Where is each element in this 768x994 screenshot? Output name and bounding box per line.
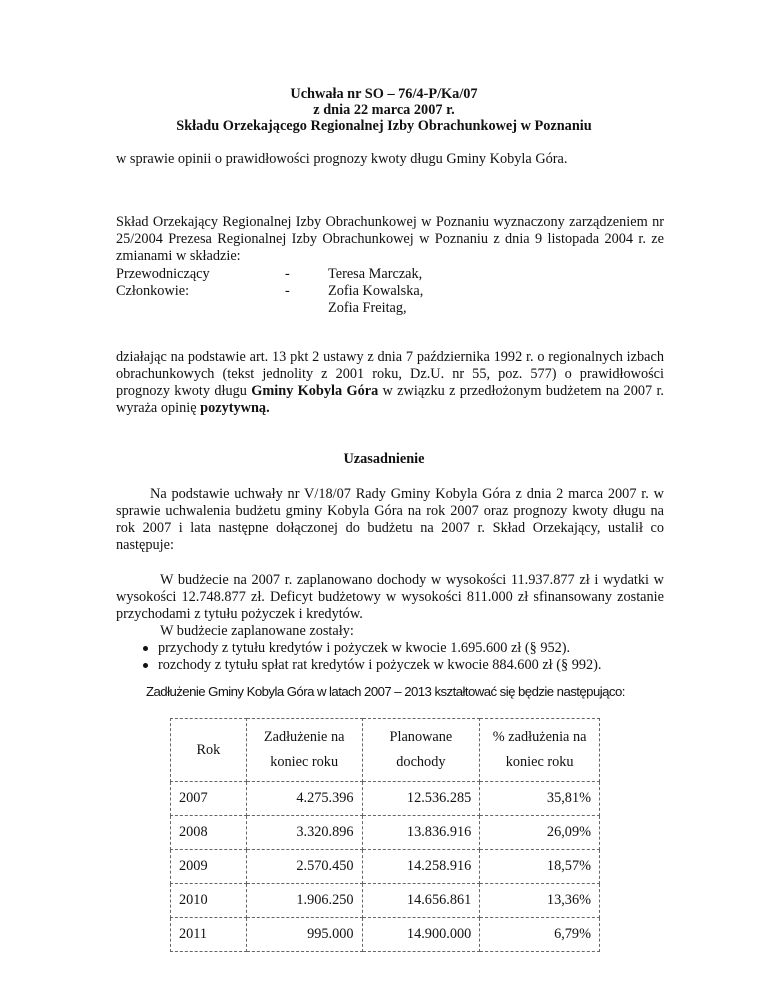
justification-heading: Uzasadnienie <box>343 451 425 467</box>
chair-label: Przewodniczący <box>116 266 210 282</box>
intro-paragraph: Skład Orzekający Regionalnej Izby Obrachunkowej w Poznaniu wyznaczony zarządzeniem nr 25/2004 Prezesa Regionalnej Izby Obrachunkowej w Poznaniu z dnia 9 listopada 2004 r. ze zmianami w składzie: <box>116 214 664 264</box>
income-cell: 12.536.285 <box>362 782 480 816</box>
debt-cell: 2.570.450 <box>246 850 362 884</box>
table-caption: Zadłużenie Gminy Kobyla Góra w latach 2007 – 2013 kształtować się będzie następująco: <box>146 684 625 699</box>
year-cell: 2008 <box>171 816 247 850</box>
header-debt: Zadłużenie na koniec roku <box>246 719 362 782</box>
municipality-name: Gminy Kobyla Góra <box>251 383 379 399</box>
header-percent: % zadłużenia na koniec roku <box>480 719 600 782</box>
income-cell: 14.900.000 <box>362 918 480 952</box>
table-row <box>171 782 600 816</box>
table-row <box>171 884 600 918</box>
debt-cell: 3.320.896 <box>246 816 362 850</box>
income-cell: 13.836.916 <box>362 816 480 850</box>
debt-cell: 995.000 <box>246 918 362 952</box>
members-dash: - <box>285 283 290 299</box>
resolution-date: z dnia 22 marca 2007 r. <box>313 102 455 118</box>
income-cell: 14.656.861 <box>362 884 480 918</box>
header-income: Planowane dochody <box>362 719 480 782</box>
percent-cell: 26,09% <box>480 816 600 850</box>
planned-items-intro: W budżecie zaplanowane zostały: <box>160 623 354 639</box>
member-name: Zofia Freitag, <box>328 300 407 316</box>
debt-table <box>170 718 600 952</box>
debt-cell: 1.906.250 <box>246 884 362 918</box>
percent-cell: 18,57% <box>480 850 600 884</box>
subject-line: w sprawie opinii o prawidłowości prognozy kwoty długu Gminy Kobyla Góra. <box>116 151 568 167</box>
income-cell: 14.258.916 <box>362 850 480 884</box>
justification-paragraph: Na podstawie uchwały nr V/18/07 Rady Gminy Kobyla Góra z dnia 2 marca 2007 r. w sprawie uchwalenia budżetu gminy Kobyla Góra na rok 2007 oraz prognozy kwoty długu na rok 2007 i lata następne dołączonej do budżetu na 2007 r. Skład Orzekający, ustalił co następuje: <box>116 486 664 553</box>
header-year: Rok <box>171 719 247 782</box>
decision-text: w związku z przedłożonym budżetem na 2007 r. wyraża opinię <box>116 383 665 416</box>
opinion-result: pozytywną. <box>200 400 270 416</box>
issuing-body: Składu Orzekającego Regionalnej Izby Obrachunkowej w Poznaniu <box>176 118 592 134</box>
year-cell: 2009 <box>171 850 247 884</box>
member-name: Teresa Marczak, <box>328 266 423 282</box>
year-cell: 2010 <box>171 884 247 918</box>
table-row <box>171 816 600 850</box>
list-item-text: rozchody z tytułu spłat rat kredytów i pożyczek w kwocie 884.600 zł (§ 992). <box>158 657 602 673</box>
resolution-number: Uchwała nr SO – 76/4-P/Ka/07 <box>290 86 478 102</box>
table-row <box>171 850 600 884</box>
member-name: Zofia Kowalska, <box>328 283 424 299</box>
debt-cell: 4.275.396 <box>246 782 362 816</box>
bullet-icon <box>143 646 148 651</box>
year-cell: 2007 <box>171 782 247 816</box>
budget-paragraph: W budżecie na 2007 r. zaplanowano dochody w wysokości 11.937.877 zł i wydatki w wysokości 12.748.877 zł. Deficyt budżetowy w wysokości 811.000 zł sfinansowany zostanie przychodami z tytułu pożyczek i kredytów. <box>116 572 664 622</box>
decision-paragraph <box>116 349 664 417</box>
list-item-text: przychody z tytułu kredytów i pożyczek w kwocie 1.695.600 zł (§ 952). <box>158 640 571 656</box>
decision-text: działając na podstawie art. 13 pkt 2 ustawy z dnia 7 października 1992 r. o regionalnych izbach obrachunkowych (tekst jednolity z 2001 roku, Dz.U. nr 55, poz. 577) o prawidłowości prognozy kwoty długu <box>116 349 664 399</box>
bullet-icon <box>143 663 148 668</box>
table-row <box>171 918 600 952</box>
percent-cell: 13,36% <box>480 884 600 918</box>
members-label: Członkowie: <box>116 283 190 299</box>
year-cell: 2011 <box>171 918 247 952</box>
table-header-row <box>171 719 600 782</box>
chair-dash: - <box>285 266 290 282</box>
percent-cell: 35,81% <box>480 782 600 816</box>
percent-cell: 6,79% <box>480 918 600 952</box>
